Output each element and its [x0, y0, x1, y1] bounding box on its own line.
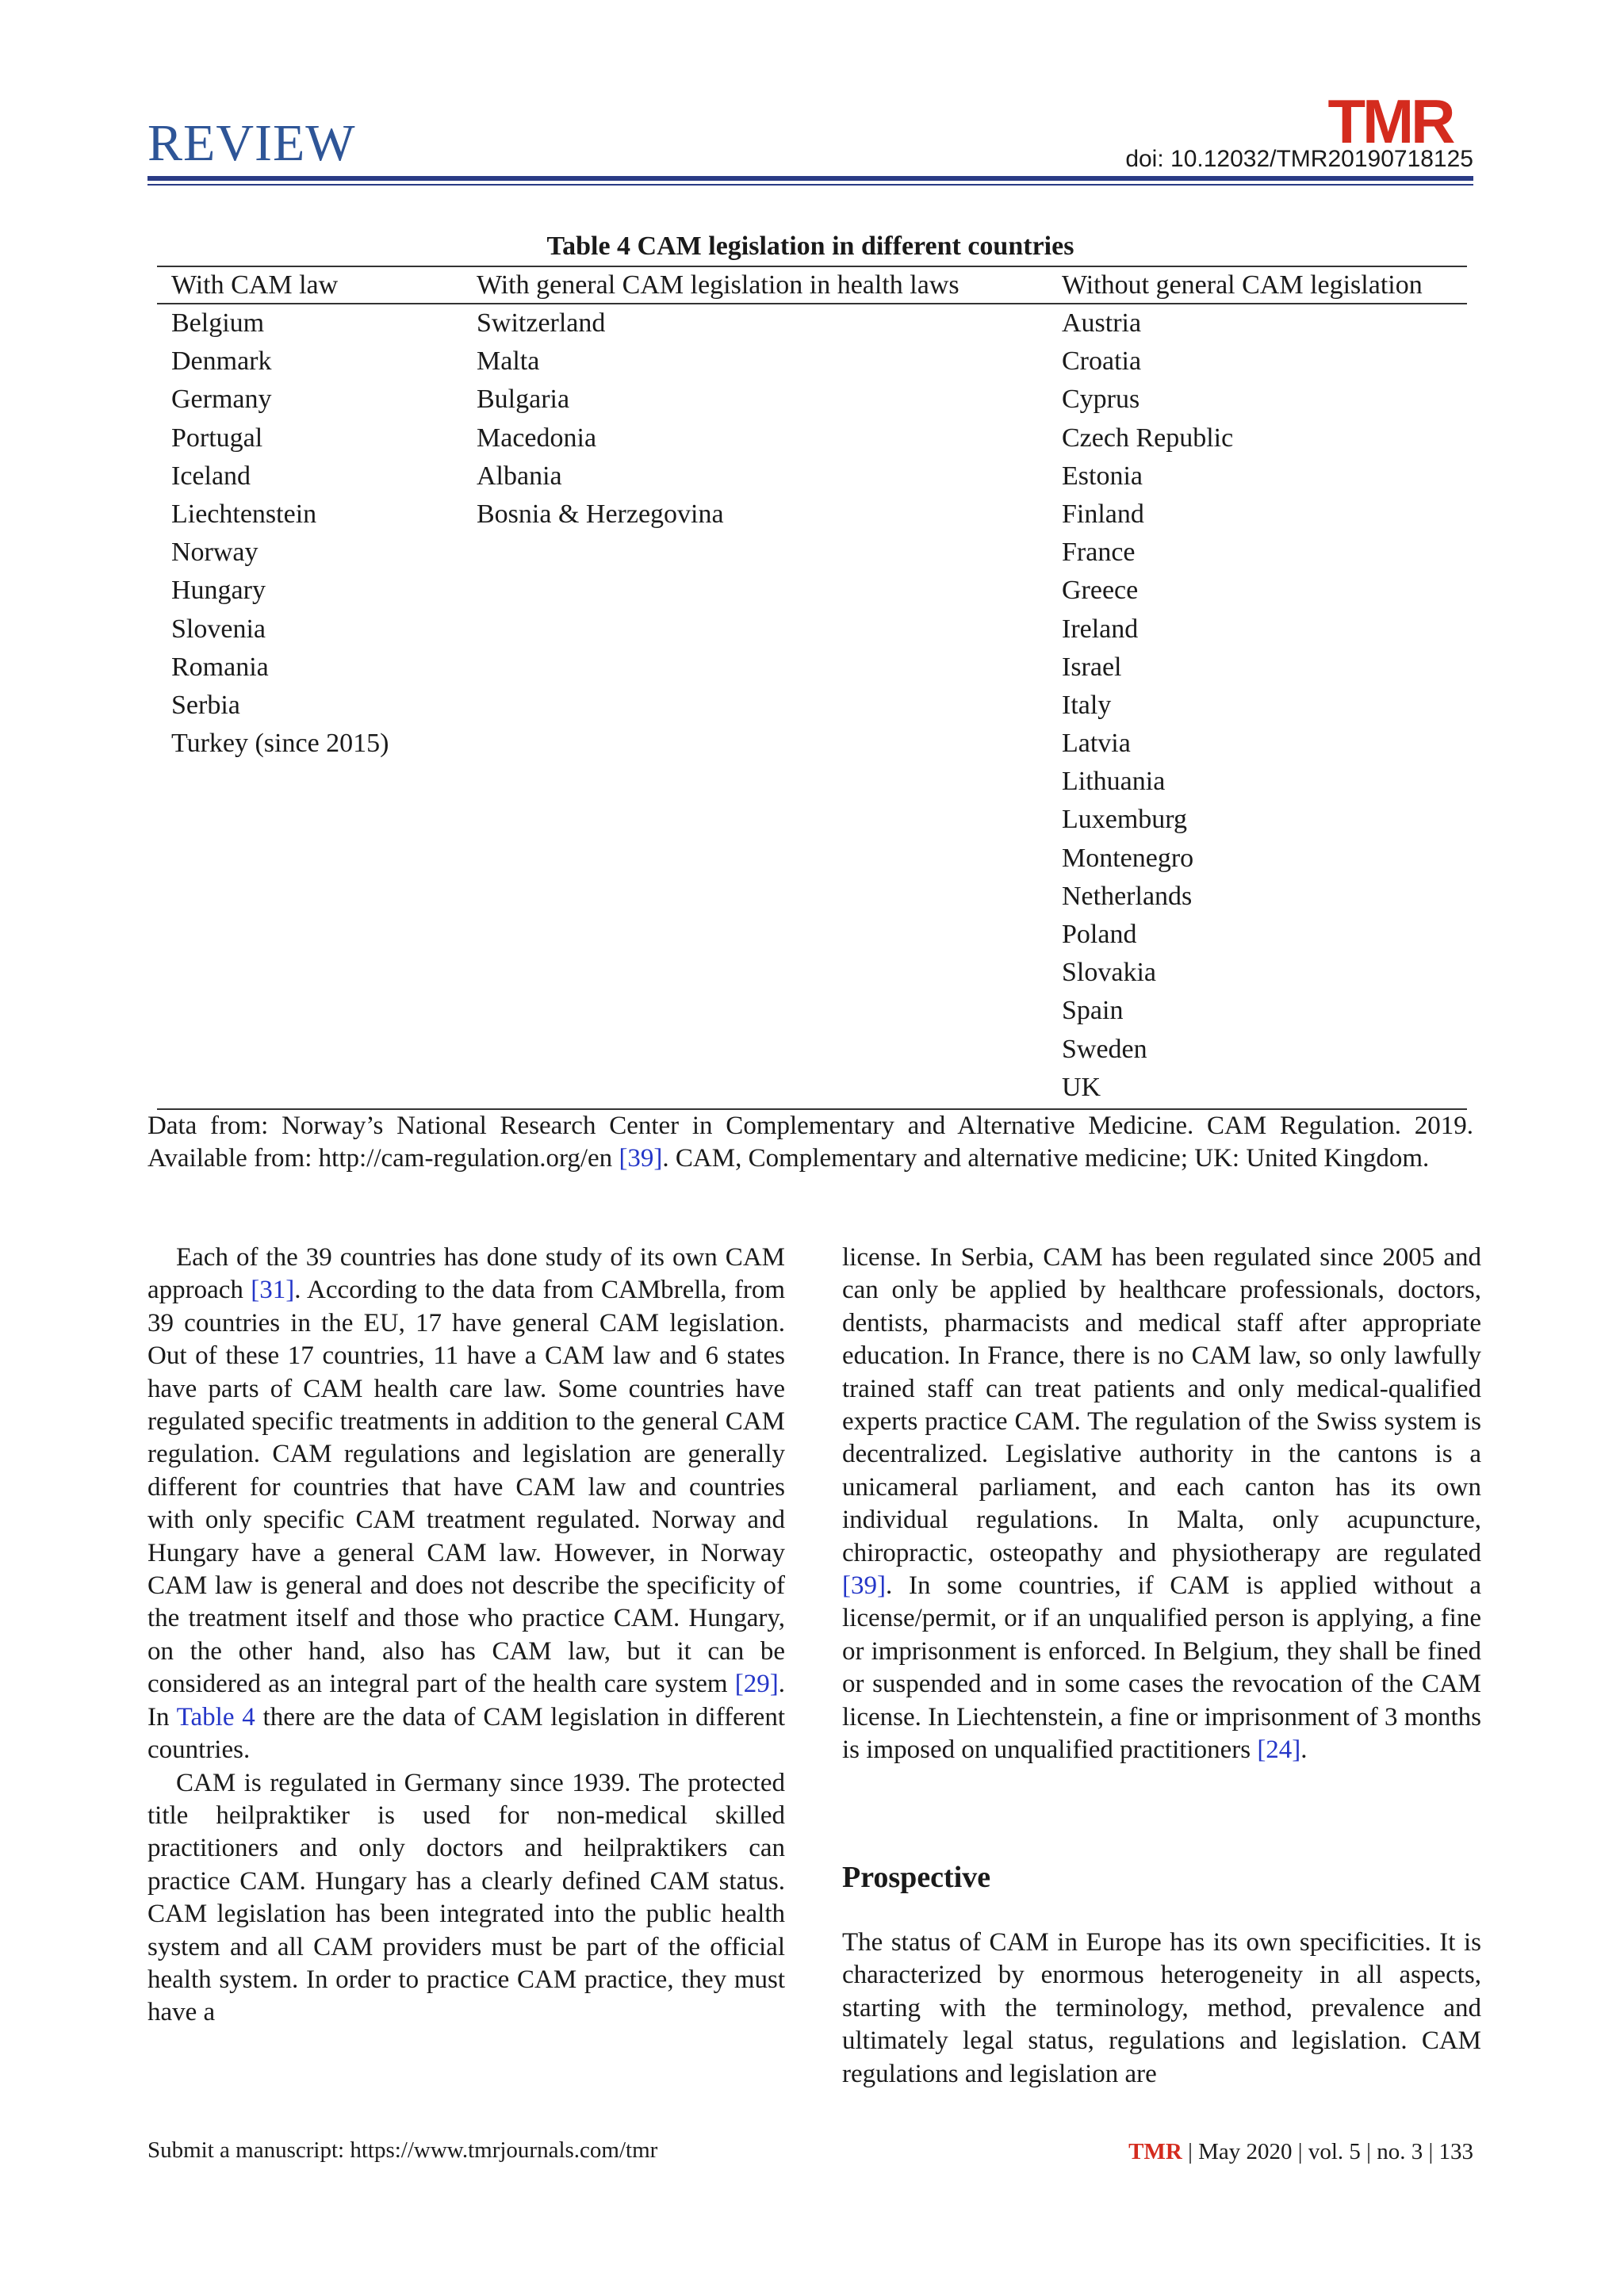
- paragraph-text: . According to the data from CAMbrella, from 39 countries in the EU, 17 have general CAM legislation. Out of these 17 countries, 11 have a CAM law and 6 states have parts of CAM health care law. Some countries have regulated specific treatments in addition to the general CAM regulation. CAM regulations and legislation are generally different for countries that have CAM law and countries with only specific CAM treatment regulated. Norway and Hungary have a general CAM law. However, in Norway CAM law is general and does not describe the specificity of the treatment itself and those who practice CAM. Hungary, on the other hand, also has CAM law, but it can be considered as an integral part of the health care system: [147, 1276, 785, 1699]
- paragraph-text: Each of the 39 countries has done study of its own CAM approach: [147, 1243, 785, 1305]
- table-cell: Romania: [171, 652, 269, 682]
- paragraph-text: . In some countries, if CAM is applied without a license/permit, or if an unqualified person is applying, a fine or imprisonment is enforced. In Belgium, they shall be fined or suspended and in some cases the revocation of the CAM license. In Liechtenstein, a fine or imprisonment of 3 months is imposed on unqualified practitioners: [842, 1571, 1481, 1765]
- right-column: [842, 1242, 1481, 1767]
- table-cell: Luxemburg: [1062, 805, 1188, 835]
- paragraph-text: license. In Serbia, CAM has been regulated since 2005 and can only be applied by healthcare professionals, doctors, dentists, pharmacists and medical staff after appropriate education. In France, there is no CAM law, so only lawfully trained staff can treat patients and only medical-qualified experts practice CAM. The regulation of the Swiss system is decentralized. Legislative authority in the cantons is a unicameral parliament, and each canton has its own individual regulations. In Malta, only acupuncture, chiropractic, osteopathy and physiotherapy are regulated: [842, 1243, 1481, 1567]
- table-cell: Netherlands: [1062, 881, 1193, 911]
- table-cell: Slovakia: [1062, 958, 1156, 988]
- table-cell: Montenegro: [1062, 843, 1194, 873]
- table-cell: Ireland: [1062, 614, 1139, 644]
- header-rule-thin: [147, 184, 1473, 186]
- table-column-with-law: [171, 304, 389, 763]
- citation-link[interactable]: [29]: [734, 1670, 779, 1699]
- submit-manuscript-link[interactable]: Submit a manuscript: https://www.tmrjournals.com/tmr: [147, 2137, 658, 2163]
- table-cell: Norway: [171, 538, 259, 568]
- table-cell: Turkey (since 2015): [171, 729, 389, 759]
- table-header-general: With general CAM legislation in health laws: [477, 270, 959, 300]
- table-cell: Macedonia: [477, 423, 597, 453]
- citation-link[interactable]: [39]: [842, 1571, 886, 1601]
- table-cell: Greece: [1062, 576, 1139, 606]
- paragraph-text: .: [1300, 1735, 1308, 1765]
- table-note: [147, 1110, 1473, 1175]
- table-top-rule: [157, 266, 1467, 267]
- journal-name: TMR: [1128, 2139, 1182, 2164]
- table-cell: Portugal: [171, 423, 263, 453]
- tmr-logo: [1307, 94, 1473, 146]
- paragraph-text: . In: [147, 1670, 785, 1732]
- issue-info: | May 2020 | vol. 5 | no. 3 | 133: [1182, 2139, 1473, 2164]
- table-cell: Poland: [1062, 920, 1137, 949]
- table-cell: Switzerland: [477, 308, 606, 338]
- table-cell: Hungary: [171, 576, 266, 606]
- table-cell: Albania: [477, 461, 562, 491]
- table-cell: UK: [1062, 1072, 1101, 1102]
- table-cell: Liechtenstein: [171, 499, 317, 529]
- table-cell: Croatia: [1062, 346, 1142, 377]
- table-cell: Austria: [1062, 308, 1142, 338]
- section-label: REVIEW: [147, 114, 356, 172]
- table-note-text: Data from: Norway’s National Research Center in Complementary and Alternative Medicine. CAM Regulation. 2019. Available from: http://cam-regulation.org/en: [147, 1112, 1473, 1173]
- doi: doi: 10.12032/TMR20190718125: [1125, 146, 1473, 172]
- table-cell: Belgium: [171, 308, 265, 338]
- section-heading: Prospective: [842, 1861, 991, 1894]
- table-cell: Lithuania: [1062, 767, 1166, 797]
- citation-link[interactable]: [39]: [619, 1144, 663, 1173]
- paragraph: [842, 1242, 1481, 1767]
- table-header-with-law: With CAM law: [171, 270, 339, 300]
- page-footer-info: [1128, 2139, 1473, 2165]
- table-cell: Denmark: [171, 346, 272, 377]
- table-caption: Table 4 CAM legislation in different countries: [546, 232, 1074, 261]
- table-header-without: Without general CAM legislation: [1062, 270, 1423, 300]
- table-cell: Germany: [171, 385, 272, 415]
- table-cell: Bulgaria: [477, 385, 570, 415]
- table-cell: Cyprus: [1062, 385, 1140, 415]
- table-note-text: . CAM, Complementary and alternative medicine; UK: United Kingdom.: [662, 1144, 1430, 1173]
- table-cell: Czech Republic: [1062, 423, 1234, 453]
- left-column: [147, 1242, 785, 2030]
- table-cell: Serbia: [171, 690, 240, 720]
- table-column-without: [1062, 304, 1233, 1107]
- table-column-general: [477, 304, 724, 534]
- citation-link[interactable]: [31]: [251, 1276, 295, 1305]
- table-cell: Slovenia: [171, 614, 266, 644]
- table-cell: Bosnia & Herzegovina: [477, 499, 724, 529]
- paragraph: CAM is regulated in Germany since 1939. The protected title heilpraktiker is used for non-medical skilled practitioners and only doctors and heilpraktikers can practice CAM. Hungary has a clearly defined CAM status. CAM legislation has been integrated into the public health system and all CAM providers must be part of the official health system. In order to practice CAM practice, they must have a: [147, 1768, 785, 2027]
- table-cell: Estonia: [1062, 461, 1143, 491]
- paragraph: The status of CAM in Europe has its own specificities. It is characterized by enormous heterogeneity in all aspects, starting with the terminology, method, prevalence and ultimately legal status, regulations and legislation. CAM regulations and legislation are: [842, 1928, 1481, 2088]
- right-column-continued: [842, 1927, 1481, 2091]
- header-rule-thick: [147, 176, 1473, 181]
- table-cell: Finland: [1062, 499, 1144, 529]
- paragraph: [147, 1242, 785, 1767]
- citation-link[interactable]: [24]: [1257, 1735, 1301, 1765]
- table-cell: Spain: [1062, 996, 1124, 1026]
- table-cell: Malta: [477, 346, 540, 377]
- table-cell: Latvia: [1062, 729, 1131, 759]
- table-cell: Iceland: [171, 461, 251, 491]
- table-cell: Israel: [1062, 652, 1122, 682]
- paragraph-text: there are the data of CAM legislation in different countries.: [147, 1702, 785, 1765]
- table-cell: France: [1062, 538, 1136, 568]
- table-cell: Italy: [1062, 690, 1112, 720]
- table-cell: Sweden: [1062, 1034, 1147, 1064]
- svg-text:TMR: TMR: [1327, 94, 1453, 146]
- table-link[interactable]: Table 4: [176, 1702, 255, 1732]
